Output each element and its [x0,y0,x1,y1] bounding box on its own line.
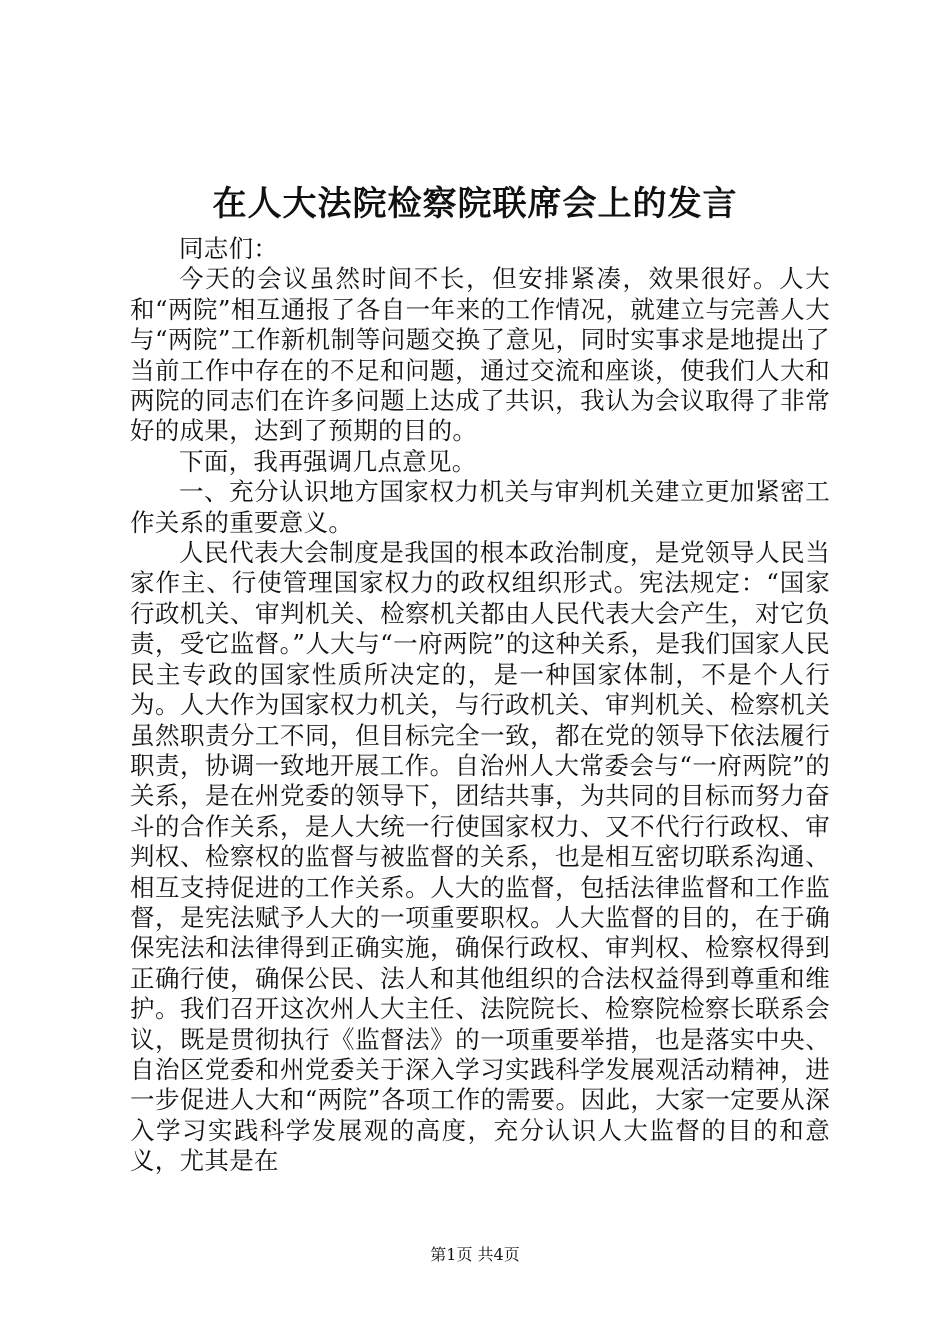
paragraph-heading-1: 一、充分认识地方国家权力机关与审判机关建立更加紧密工作关系的重要意义。 [130,477,830,537]
paragraph-3: 人民代表大会制度是我国的根本政治制度，是党领导人民当家作主、行使管理国家权力的政权组织形式。宪法规定：“国家行政机关、审判机关、检察机关都由人民代表大会产生，对它负责，受它监督。”人大与“一府两院”的这种关系，是我们国家人民民主专政的国家性质所决定的，是一种国家体制，不是个人行为。人大作为国家权力机关，与行政机关、审判机关、检察机关虽然职责分工不同，但目标完全一致，都在党的领导下依法履行职责，协调一致地开展工作。自治州人大常委会与“一府两院”的关系，是在州党委的领导下，团结共事，为共同的目标而努力奋斗的合作关系，是人大统一行使国家权力、又不代行行政权、审判权、检察权的监督与被监督的关系，也是相互密切联系沟通、相互支持促进的工作关系。人大的监督，包括法律监督和工作监督，是宪法赋予人大的一项重要职权。人大监督的目的，在于确保宪法和法律得到正确实施，确保行政权、审判权、检察权得到正确行使，确保公民、法人和其他组织的合法权益得到尊重和维护。我们召开这次州人大主任、法院院长、检察院检察长联系会议，既是贯彻执行《监督法》的一项重要举措，也是落实中央、自治区党委和州党委关于深入学习实践科学发展观活动精神，进一步促进人大和“两院”各项工作的需要。因此，大家一定要从深入学习实践科学发展观的高度，充分认识人大监督的目的和意义，尤其是在 [130,538,831,1176]
paragraph-greeting: 同志们： [179,234,279,263]
document-title: 在人大法院检察院联席会上的发言 [212,184,738,224]
document-body [130,234,830,1177]
paragraph-2: 下面，我再强调几点意见。 [179,446,477,476]
paragraph-1: 今天的会议虽然时间不长，但安排紧凑，效果很好。人大和“两院”相互通报了各自一年来的工作情况，就建立与完善人大与“两院”工作新机制等问题交换了意见，同时实事求是地提出了当前工作中存在的不足和问题，通过交流和座谈，使我们人大和两院的同志们在许多问题上达成了共识，我认为会议取得了非常好的成果，达到了预期的目的。 [130,264,830,446]
page-number: 第1页 共4页 [430,1245,520,1264]
